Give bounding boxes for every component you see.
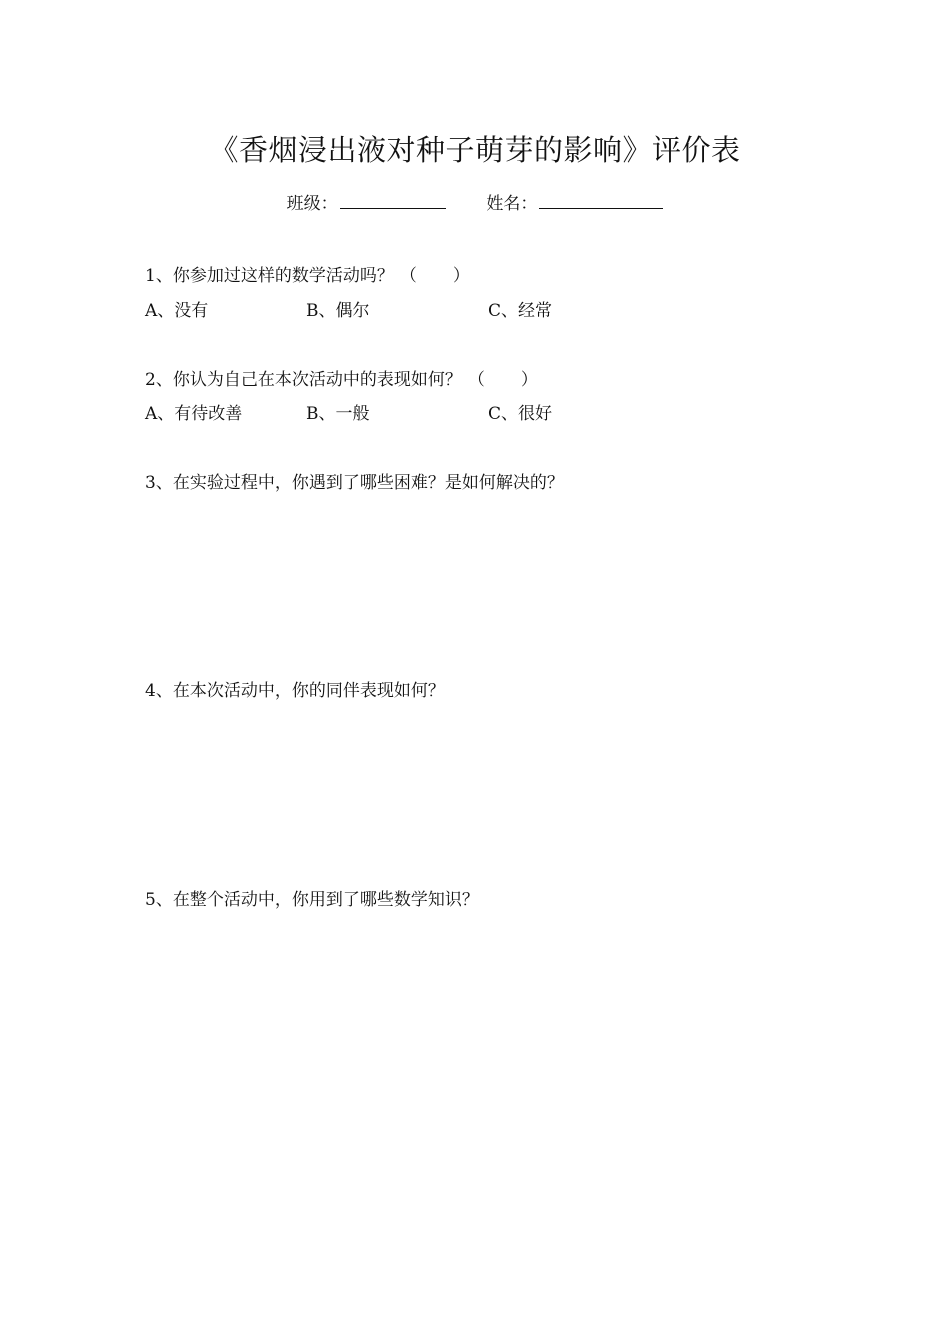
page-title: 《香烟浸出液对种子萌芽的影响》评价表 <box>209 133 741 167</box>
question-3-text: 3、在实验过程中，你遇到了哪些困难？是如何解决的？ <box>145 473 564 493</box>
q1-option-b: B、偶尔 <box>306 301 370 321</box>
question-4 <box>145 676 445 701</box>
question-5 <box>145 885 479 910</box>
q1-option-c: C、经常 <box>488 301 553 321</box>
name-label: 姓名： <box>486 194 538 214</box>
question-1-text: 1、你参加过这样的数学活动吗？ <box>145 266 394 286</box>
name-field <box>486 189 663 214</box>
name-blank[interactable] <box>539 191 663 209</box>
question-2-answer-box[interactable]: （ ） <box>467 370 538 390</box>
q2-option-c: C、很好 <box>488 404 553 424</box>
class-field <box>287 189 446 214</box>
question-3 <box>145 468 564 493</box>
question-2 <box>145 365 538 390</box>
question-4-text: 4、在本次活动中，你的同伴表现如何？ <box>145 681 445 701</box>
question-5-text: 5、在整个活动中，你用到了哪些数学知识？ <box>145 890 479 910</box>
q2-option-a: A、有待改善 <box>145 404 243 424</box>
question-1-answer-box[interactable]: （ ） <box>399 266 470 286</box>
class-blank[interactable] <box>340 191 446 209</box>
q1-option-a: A、没有 <box>145 301 209 321</box>
question-1 <box>145 261 470 286</box>
class-label: 班级： <box>286 194 338 214</box>
q2-option-b: B、一般 <box>306 404 370 424</box>
student-info-row <box>0 189 950 214</box>
question-2-text: 2、你认为自己在本次活动中的表现如何？ <box>145 370 462 390</box>
